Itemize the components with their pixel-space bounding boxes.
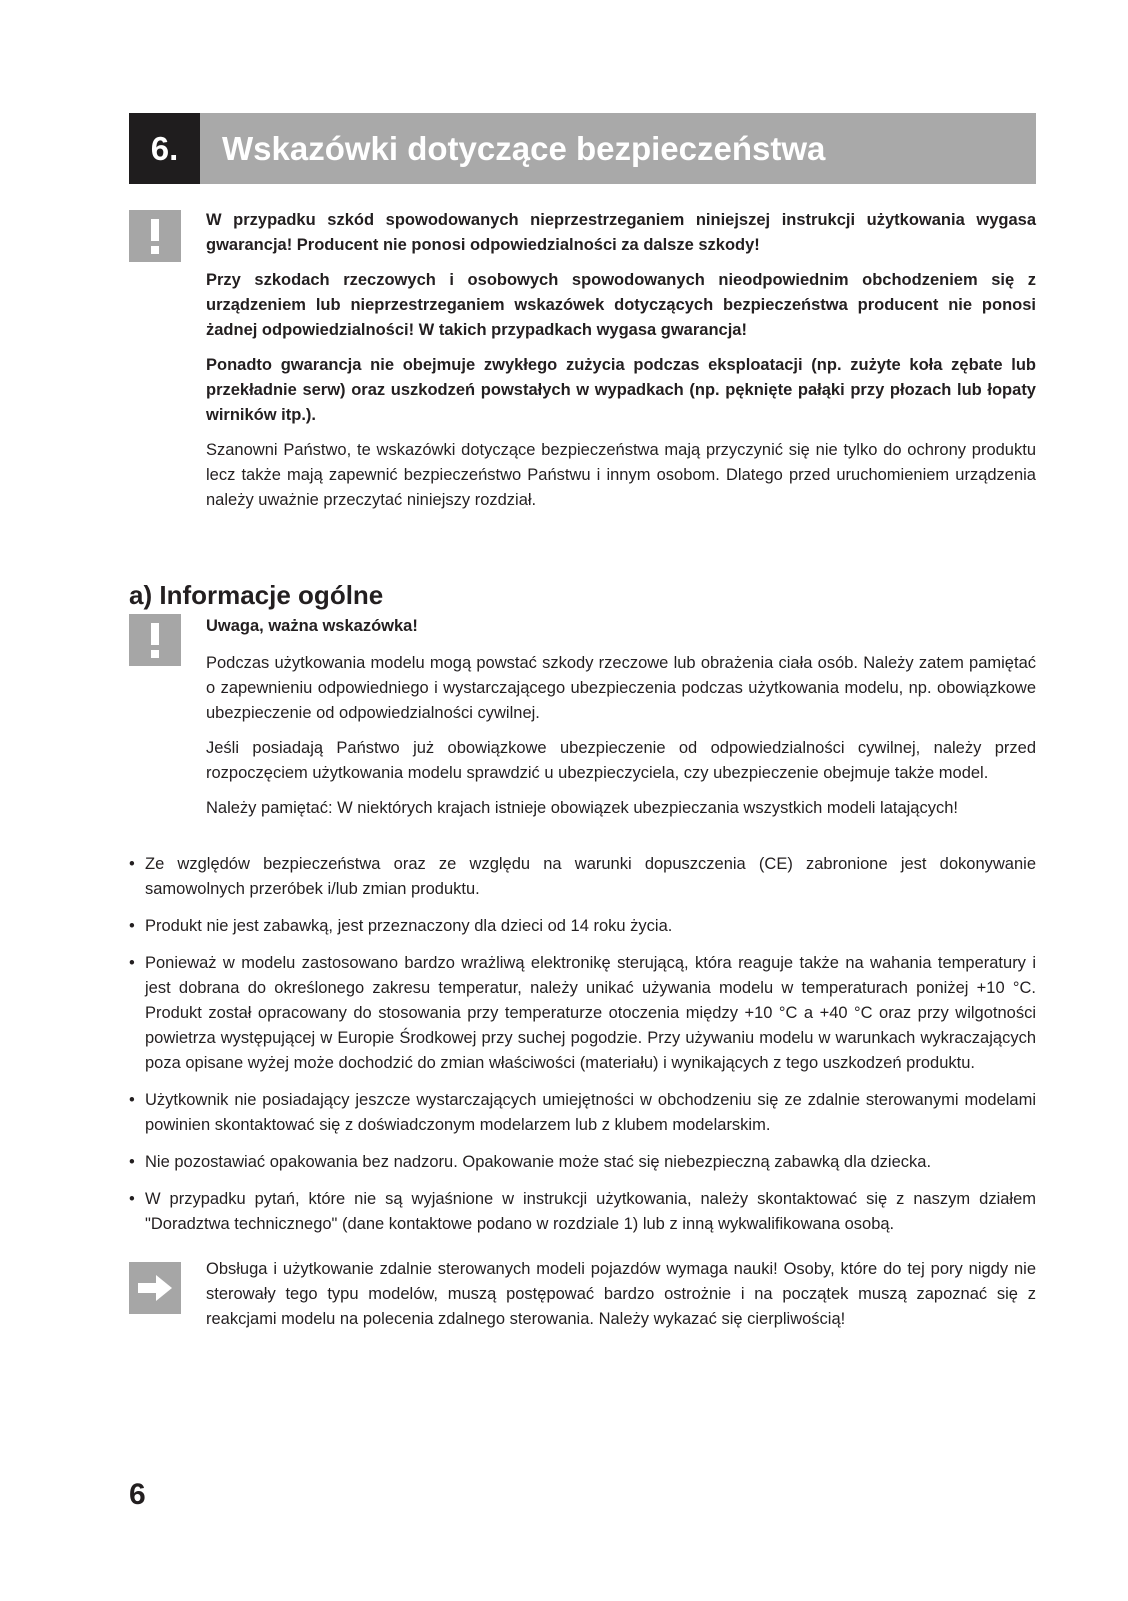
notice-paragraph: Jeśli posiadają Państwo już obowiązkowe ubezpieczenie od odpowiedzialności cywilnej, należy przed rozpoczęciem użytkowania modelu sprawdzić u ubezpieczyciela, czy ubezpieczenie obejmuje także model. [206,739,1036,782]
list-item [129,1187,1036,1237]
list-item-text: W przypadku pytań, które nie są wyjaśnione w instrukcji użytkowania, należy skontaktować się z naszym działem "Doradztwa technicznego" (dane kontaktowe podano w rozdziale 1) lub z inną wykwalifikowana osobą. [145,1190,1036,1233]
warning-paragraph: Przy szkodach rzeczowych i osobowych spowodowanych nieodpowiednim obchodzeniem się z urządzeniem lub nieprzestrzeganiem wskazówek dotyczących bezpieczeństwa producent nie ponosi żadnej odpowiedzialności! W takich przypadkach wygasa gwarancja! [206,271,1036,339]
list-item [129,914,1036,939]
list-item [129,951,1036,1076]
bullet-glyph: • [129,917,135,935]
bullet-glyph: • [129,1153,135,1171]
list-item [129,1088,1036,1138]
list-item-text: Produkt nie jest zabawką, jest przeznaczony dla dzieci od 14 roku życia. [145,917,673,935]
bullet-glyph: • [129,954,135,972]
list-item-text: Ze względów bezpieczeństwa oraz ze względu na warunki dopuszczenia (CE) zabronione jest dokonywanie samowolnych przeróbek i/lub zmian produktu. [145,855,1036,898]
exclamation-icon [129,210,181,262]
list-item-text: Ponieważ w modelu zastosowano bardzo wrażliwą elektronikę sterującą, która reaguje także na wahania temperatury i jest dobrana do określonego zakresu temperatur, należy unikać używania modelu w temperaturach poniżej +10 °C. Produkt został opracowany do stosowania przy temperaturze otoczenia między +10 °C a +40 °C oraz przy wilgotności powietrza występującej w Europie Środkowej przy suchej pogodzie. Przy używaniu modelu w warunkach wykraczających poza opisane wyżej może dochodzić do zmian właściwości (materiału) i wynikających z tego uszkodzeń produktu. [145,954,1036,1072]
page-number: 6 [129,1478,146,1511]
bullet-glyph: • [129,855,135,873]
notice-block [206,614,1036,821]
warning-block [206,208,1036,513]
intro-paragraph: Szanowni Państwo, te wskazówki dotyczące bezpieczeństwa mają przyczynić się nie tylko do ochrony produktu lecz także mają zapewnić bezpieczeństwo Państwu i innym osobom. Dlatego przed uruchomieniem urządzenia należy uważnie przeczytać niniejszy rozdział. [206,441,1036,509]
arrow-right-icon [129,1262,181,1314]
bullet-list [129,852,1036,1249]
list-item [129,852,1036,902]
notice-paragraph: Należy pamiętać: W niektórych krajach istnieje obowiązek ubezpieczania wszystkich modeli latających! [206,799,958,817]
bullet-glyph: • [129,1190,135,1208]
tip-block [206,1257,1036,1332]
section-header [129,113,1036,184]
exclamation-icon [129,614,181,666]
section-title: Wskazówki dotyczące bezpieczeństwa [200,113,1036,184]
section-number: 6. [129,113,200,184]
list-item [129,1150,1036,1175]
list-item-text: Nie pozostawiać opakowania bez nadzoru. Opakowanie może stać się niebezpieczną zabawką dla dziecka. [145,1153,932,1171]
tip-paragraph: Obsługa i użytkowanie zdalnie sterowanych modeli pojazdów wymaga nauki! Osoby, które do tej pory nigdy nie sterowały tego typu modelów, muszą postępować bardzo ostrożnie i na początek muszą zapoznać się z reakcjami modelu na polecenia zdalnego sterowania. Należy wykazać się cierpliwością! [206,1260,1036,1328]
list-item-text: Użytkownik nie posiadający jeszcze wystarczających umiejętności w obchodzeniu się ze zdalnie sterowanymi modelami powinien skontaktować się z doświadczonym modelarzem lub z klubem modelarskim. [145,1091,1036,1134]
subsection-title: a) Informacje ogólne [129,580,384,610]
bullet-glyph: • [129,1091,135,1109]
warning-paragraph: Ponadto gwarancja nie obejmuje zwykłego zużycia podczas eksploatacji (np. zużyte koła zębate lub przekładnie serw) oraz uszkodzeń powstałych w wypadkach (np. pęknięte pałąki przy płozach lub łopaty wirników itp.). [206,356,1036,424]
notice-paragraph: Podczas użytkowania modelu mogą powstać szkody rzeczowe lub obrażenia ciała osób. Należy zatem pamiętać o zapewnieniu odpowiedniego i wystarczającego ubezpieczenia podczas użytkowania modelu, np. obowiązkowe ubezpieczenie od odpowiedzialności cywilnej. [206,654,1036,722]
notice-heading: Uwaga, ważna wskazówka! [206,617,418,635]
warning-paragraph: W przypadku szkód spowodowanych nieprzestrzeganiem niniejszej instrukcji użytkowania wygasa gwarancja! Producent nie ponosi odpowiedzialności za dalsze szkody! [206,211,1036,254]
